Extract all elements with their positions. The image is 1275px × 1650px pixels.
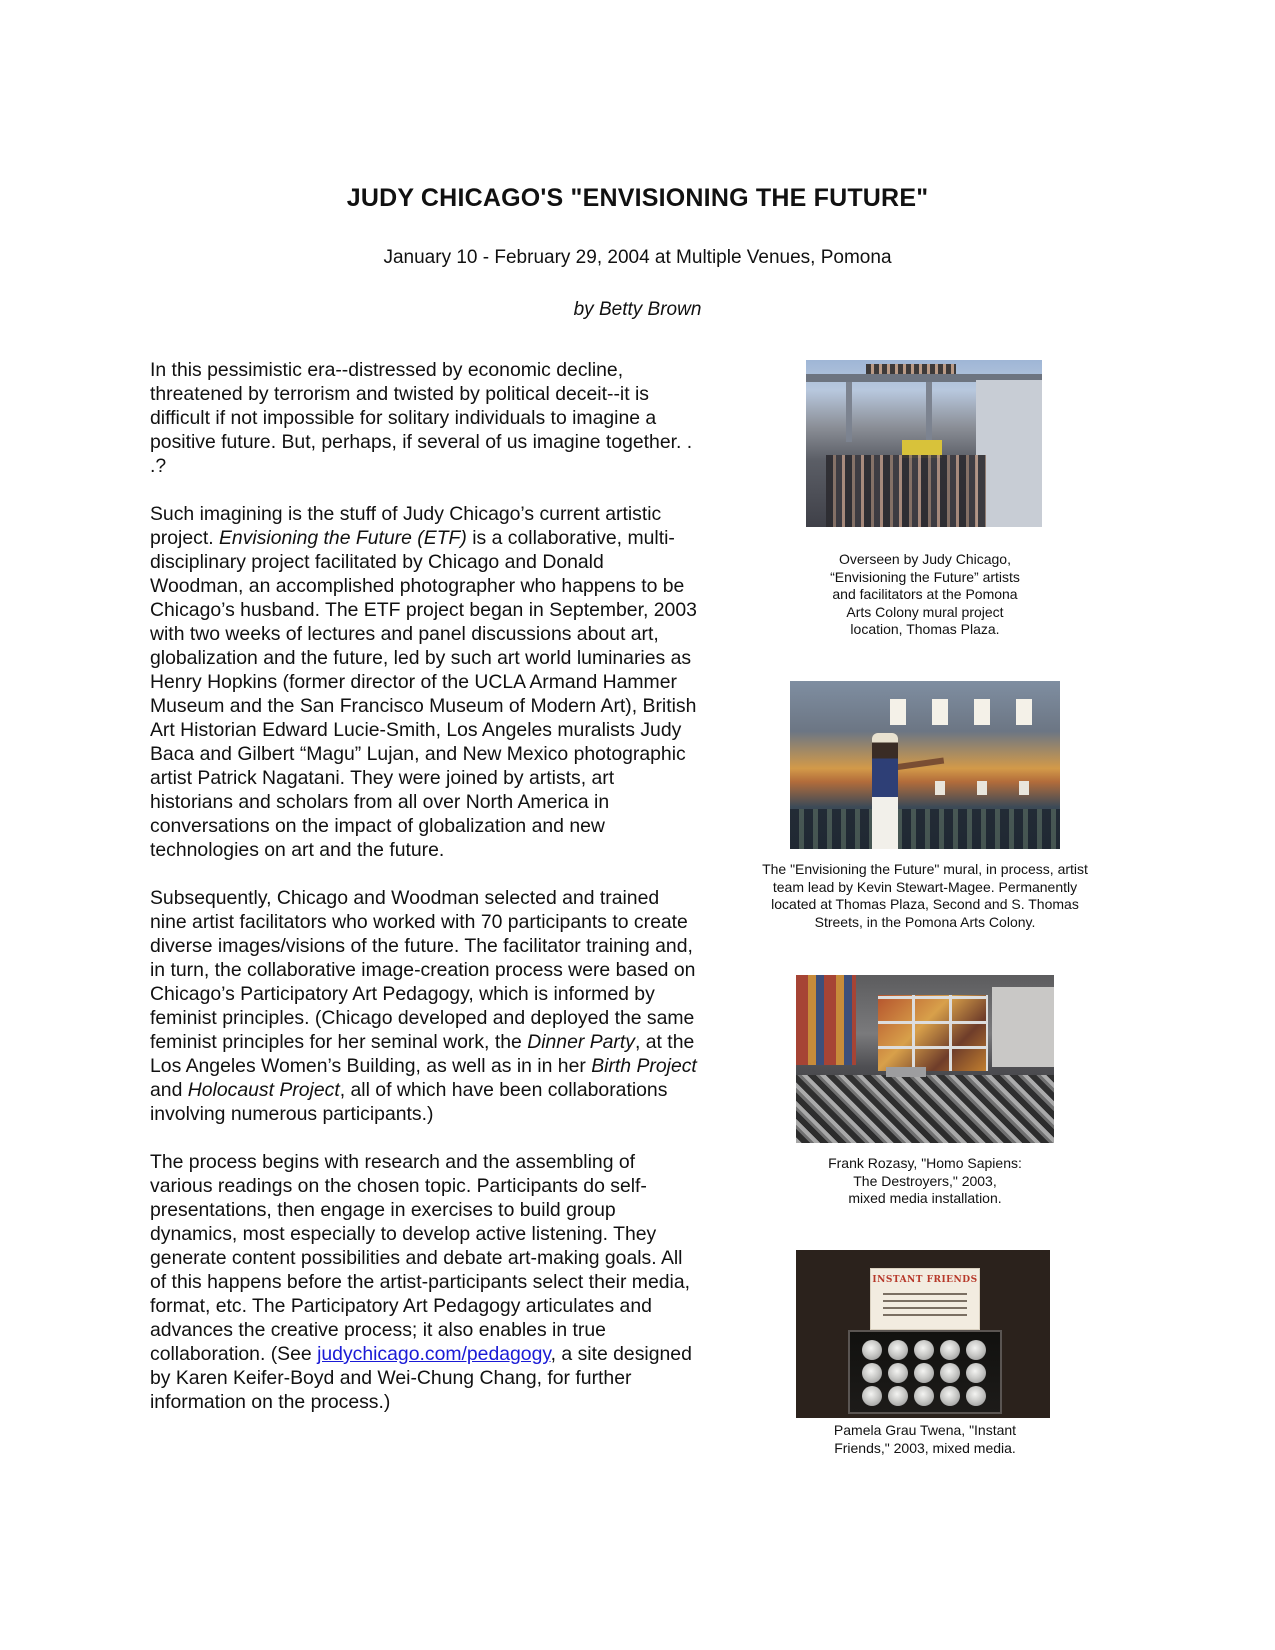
caption-line: mixed media installation. [848, 1190, 1002, 1207]
paragraph-1: In this pessimistic era--distressed by economic decline, threatened by terrorism and twisted by political deceit--it is difficult if not impossible for solitary individuals to imagine a positive future. But, perhaps, if several of us imagine together. . .? [150, 359, 693, 477]
painter-arm [894, 758, 944, 771]
event-dates: January 10 - February 29, 2004 at Multiple Venues, Pomona [383, 247, 892, 268]
metal-cup [914, 1386, 934, 1406]
metal-cup [914, 1363, 934, 1383]
text: , all of which have been collaborations involving numerous participants.) [150, 1079, 668, 1125]
scaffold-beam [846, 382, 852, 442]
card-text-line [883, 1307, 967, 1309]
photo-installation [796, 975, 1054, 1143]
metal-cup [888, 1363, 908, 1383]
mural-window [1019, 781, 1029, 795]
paragraph-3 [150, 886, 698, 1126]
photo-instant-friends [796, 1250, 1050, 1418]
caption-line: Frank Rozasy, "Homo Sapiens: [828, 1155, 1022, 1171]
italic-title: Birth Project [591, 1055, 697, 1077]
card-text-line [883, 1300, 967, 1302]
caption-line: The "Envisioning the Future" mural, in process, artist [762, 861, 1088, 877]
pedagogy-link[interactable]: judychicago.com/pedagogy [317, 1343, 551, 1365]
text: is a collaborative, multi-disciplinary project facilitated by Chicago and Donald Woodman, an accomplished photographer who happens to be Chicago’s husband. The ETF project began in September, 2003 with two weeks of lectures and panel discussions about art, globalization and the future, led by such art world luminaries as Henry Hopkins (former director of the UCLA Armand Hammer Museum and the San Francisco Museum of Modern Art), British Art Historian Edward Lucie-Smith, Los Angeles muralists Judy Baca and Gilbert “Magu” Lujan, and New Mexico photographic artist Patrick Nagatani. They were joined by artists, art historians and scholars from all over North America in conversations on the impact of globalization and new technologies on art and the future. [150, 527, 697, 861]
caption-line: location, Thomas Plaza. [850, 621, 1000, 638]
metal-cup [966, 1340, 986, 1360]
article-body [150, 358, 698, 1438]
caption-line: Overseen by Judy Chicago, [839, 551, 1011, 567]
mural-window [974, 699, 990, 725]
caption-line: located at Thomas Plaza, Second and S. Thomas [771, 896, 1079, 913]
metal-cup [862, 1386, 882, 1406]
caption-line: Streets, in the Pomona Arts Colony. [814, 913, 1036, 930]
mural-window [932, 699, 948, 725]
caption-line: Arts Colony mural project [846, 603, 1004, 620]
text: , at the Los Angeles Women’s Building, as well as in in her [150, 1031, 695, 1077]
mural-window [935, 781, 945, 795]
card-title: INSTANT FRIENDS [872, 1275, 978, 1285]
text: Such imagining is the stuff of Judy Chicago’s current artistic project. [150, 503, 662, 549]
caption-line: team lead by Kevin Stewart-Magee. Permanently [772, 878, 1078, 895]
caption-line: and facilitators at the Pomona [832, 586, 1018, 603]
caption-line: The Destroyers," 2003, [853, 1172, 997, 1189]
caption-1 [790, 551, 1060, 639]
text: The process begins with research and the assembling of various readings on the chosen topic. Participants do self-presentations, then engage in exercises to build group dynamics, most especially to develop active listening. They generate content possibilities and debate art-making goals. All of this happens before the artist-participants select their media, format, etc. The Participatory Art Pedagogy articulates and advances the creative process; it also enables in true collaboration. (See [150, 1151, 690, 1365]
metal-cup [888, 1386, 908, 1406]
mural-ground [790, 809, 1060, 849]
card-text-line [883, 1314, 967, 1316]
painter [872, 733, 898, 849]
text: and [150, 1079, 188, 1101]
page-title: JUDY CHICAGO'S "ENVISIONING THE FUTURE" [346, 184, 929, 212]
artwork-card [870, 1268, 980, 1330]
metal-cup [862, 1363, 882, 1383]
metal-cup [862, 1340, 882, 1360]
paragraph-2 [150, 502, 698, 862]
author-byline: by Betty Brown [573, 299, 702, 320]
caption-4 [790, 1422, 1060, 1457]
mural-window [977, 781, 987, 795]
caption-3 [790, 1155, 1060, 1208]
caption-2 [720, 861, 1130, 931]
crowd [826, 455, 986, 527]
mural-window [1016, 699, 1032, 725]
portrait-grid [878, 995, 988, 1071]
paragraph-4 [150, 1150, 698, 1414]
metal-cup [966, 1386, 986, 1406]
italic-title: Envisioning the Future (ETF) [218, 527, 467, 549]
photo-artists-group [806, 360, 1042, 527]
text: , a site designed by Karen Keifer-Boyd and Wei-Chung Chang, for further information on the process.) [150, 1343, 692, 1413]
card-text-line [883, 1293, 967, 1295]
italic-title: Dinner Party [527, 1031, 635, 1053]
bench [886, 1067, 926, 1077]
metal-cup [914, 1340, 934, 1360]
italic-title: Holocaust Project [187, 1079, 340, 1101]
metal-cup [940, 1386, 960, 1406]
photo-mural [790, 681, 1060, 849]
scaffold-beam [926, 382, 932, 442]
metal-cup [888, 1340, 908, 1360]
caption-line: Friends," 2003, mixed media. [834, 1439, 1016, 1456]
metal-cup [940, 1363, 960, 1383]
metal-cup [940, 1340, 960, 1360]
cup-tray [848, 1330, 1002, 1414]
floor-installation [796, 1075, 1054, 1143]
metal-cup [966, 1363, 986, 1383]
mural-window [890, 699, 906, 725]
caption-line: Pamela Grau Twena, "Instant [833, 1422, 1017, 1438]
text: Subsequently, Chicago and Woodman selected and trained nine artist facilitators who worked with 70 participants to create diverse images/visions of the future. The facilitator training and, in turn, the collaborative image-creation process were based on Chicago’s Participatory Art Pedagogy, which is informed by feminist principles. (Chicago developed and deployed the same feminist principles for her seminal work, the [150, 887, 696, 1053]
doorway [992, 987, 1054, 1067]
painted-wall [796, 975, 856, 1065]
caption-line: “Envisioning the Future” artists [830, 568, 1020, 585]
